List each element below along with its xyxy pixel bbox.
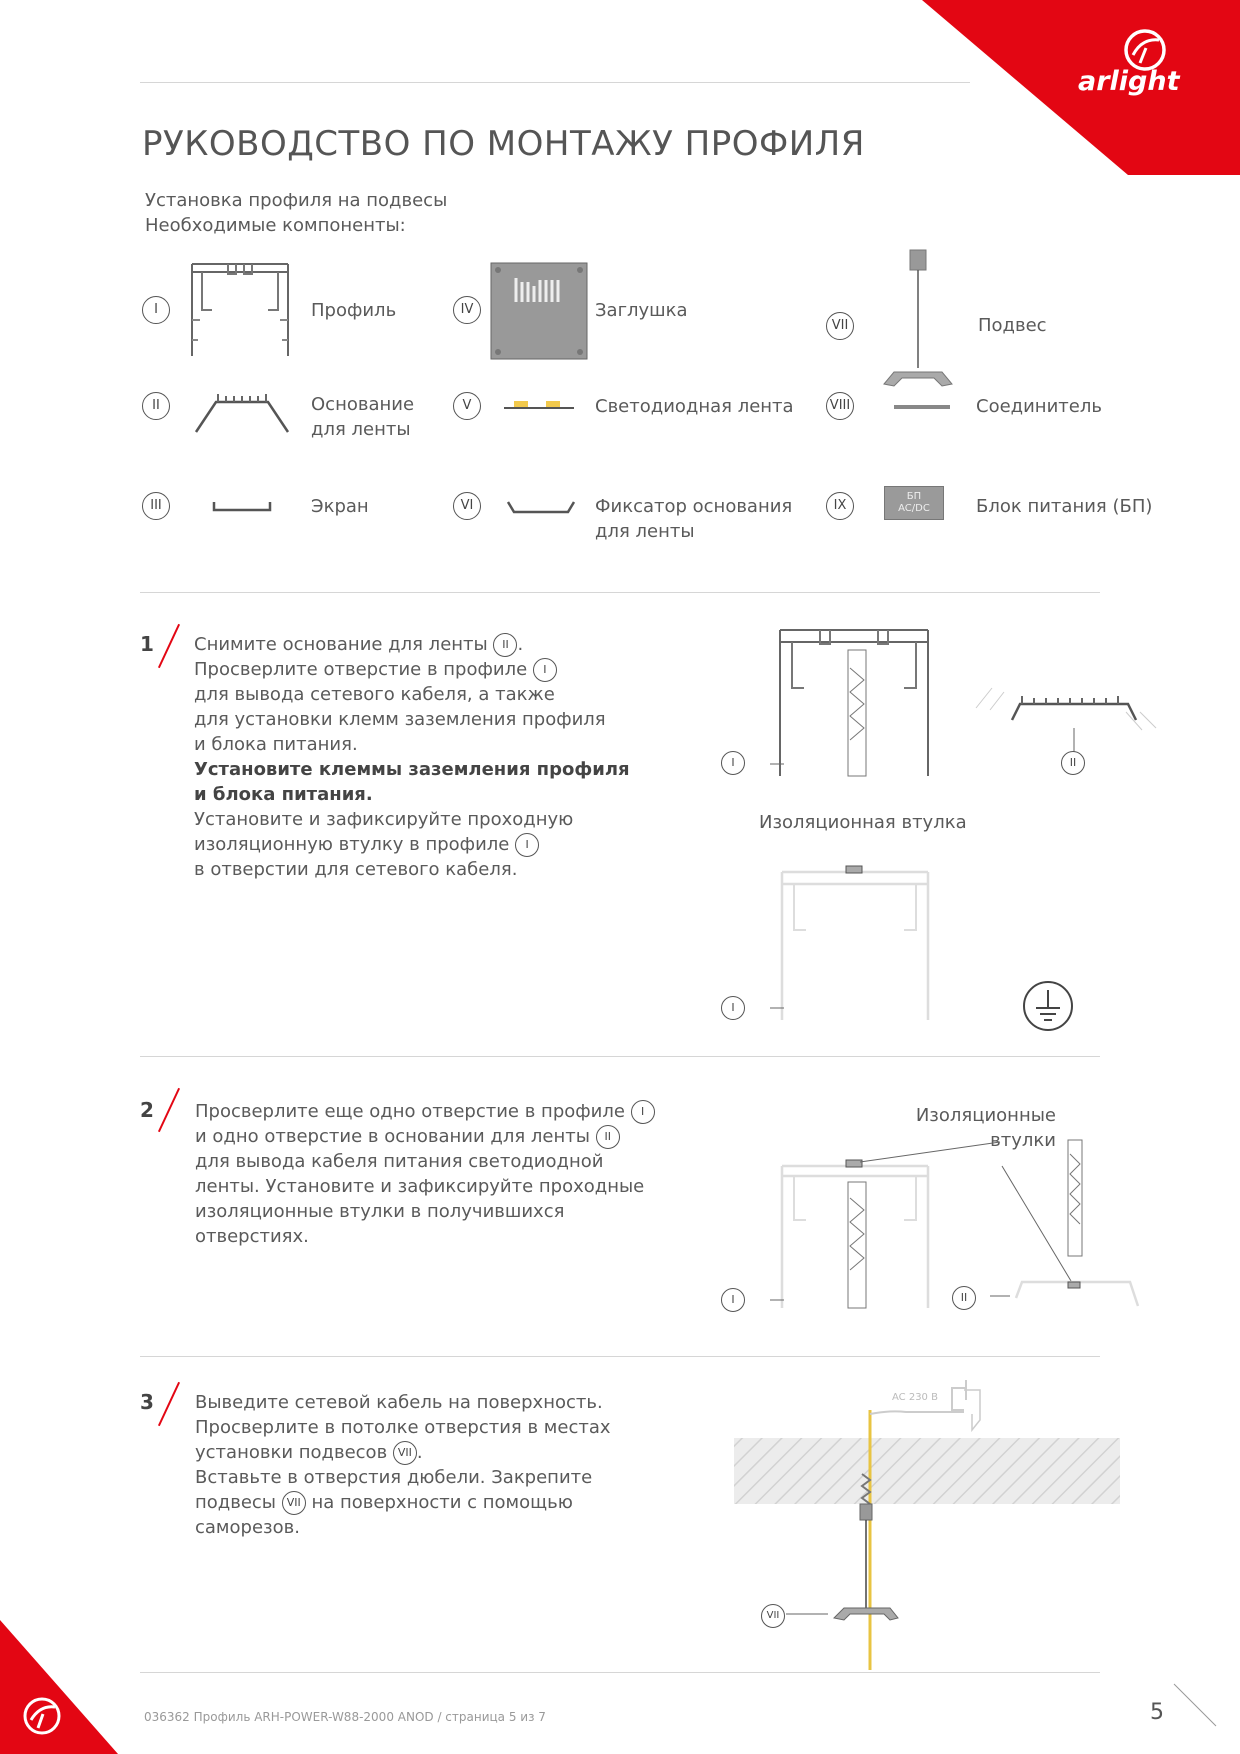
step-2-ref-profile: I [631,1100,655,1124]
footer-divider [140,1672,1100,1673]
step-1-callout: Изоляционная втулка [759,812,967,833]
connector-icon [894,405,950,411]
step-3-line-4: Вставьте в отверстия дюбели. Закрепите [195,1467,593,1488]
component-label-VIII: Соединитель [976,396,1102,417]
step-1-bold-1: Установите клеммы заземления профиля [194,759,630,780]
divider-2 [140,1056,1100,1057]
component-label-I: Профиль [311,300,397,321]
component-ref-VI: VI [453,492,481,520]
step-1-line-6: Установите и зафиксируйте проходную [194,809,574,830]
step-1-drilling-diagram [760,628,1160,778]
power-supply-box-line1: БП [906,491,922,502]
step-1-bold-2: и блока питания. [194,784,373,805]
step-3-text: Выведите сетевой кабель на поверхность. Просверлите в потолке отверстия в местах установки подвесов VII . Вставьте в отверстия дюбели. Закрепите подвесы VII на поверхности с помощью саморезов. [195,1392,611,1538]
profile-section-icon [188,260,292,360]
step-2-line-4: ленты. Установите и зафиксируйте проходные [195,1176,645,1197]
brand-corner-bottom [0,1610,130,1754]
step-1-line-4: для установки клемм заземления профиля [194,709,606,730]
divider-1 [140,592,1100,593]
step-2-callout-line2: втулки [990,1130,1056,1151]
step-3-line-5-rest: на поверхности с помощью [311,1492,573,1513]
tape-base-icon [192,388,292,438]
step-2-callout-line1: Изоляционные [915,1105,1056,1126]
page-number: 5 [1150,1700,1164,1725]
step-3-ceiling-diagram [730,1370,1130,1670]
component-label-V: Светодиодная лента [595,396,794,417]
step-3-slash [158,1382,180,1426]
step-1-text: Снимите основание для ленты II . Просверлите отверстие в профиле I для вывода сетевого кабеля, а также для установки клемм заземления профиля и блока питания. Установите клеммы заземления профиля и блока питания. Установите и зафиксируйте проходную изоляционную втулку в профиле I в отверстии для сетевого кабеля. [194,634,630,880]
intro-line-1: Установка профиля на подвесы [145,190,448,211]
component-label-VI [595,494,792,544]
component-ref-IV: IV [453,296,481,324]
step-3-line-1: Выведите сетевой кабель на поверхность. [195,1392,603,1413]
diffuser-screen-icon [212,500,272,514]
step-2-ref-tape-base: II [596,1125,620,1149]
step-1-line-7: изоляционную втулку в профиле [194,834,510,855]
component-label-II [311,392,414,442]
page-corner-line [1170,1680,1220,1740]
step-1-line-5: и блока питания. [194,734,358,755]
component-ref-II: II [142,392,170,420]
step-2-line-3: для вывода кабеля питания светодиодной [195,1151,604,1172]
step-1-diagram-ref-II: II [1061,751,1085,775]
power-supply-box-line2: AC/DC [898,503,930,514]
component-ref-I: I [142,296,170,324]
component-label-II-line1: Основание [311,394,415,415]
step-1-line-2: Просверлите отверстие в профиле [194,659,528,680]
step-1-line-8: в отверстии для сетевого кабеля. [194,859,518,880]
ac-voltage-label: AC 230 В [892,1392,938,1403]
suspension-icon [878,248,958,394]
step-3-line-3: установки подвесов [195,1442,388,1463]
ground-symbol-icon [1022,980,1074,1032]
step-3-line-6: саморезов. [195,1517,300,1538]
step-1-diagram-ref-I: I [721,751,745,775]
step-2-drilling-diagram [760,1130,1160,1310]
step-2-line-5: изоляционные втулки в получившихся [195,1201,565,1222]
step-2-diagram-ref-I: I [721,1288,745,1312]
step-2-diagram-ref-II: II [952,1286,976,1310]
step-1-ref-profile: I [533,658,557,682]
component-label-IV: Заглушка [595,300,688,321]
step-2-number: 2 [140,1098,154,1122]
step-3-ref-suspension-2: VII [282,1491,306,1515]
end-cap-icon [490,262,588,362]
step-2-text [195,1099,655,1249]
top-divider [140,82,970,83]
page-title: РУКОВОДСТВО ПО МОНТАЖУ ПРОФИЛЯ [142,124,865,164]
component-label-VI-line1: Фиксатор основания [595,496,793,517]
component-label-III: Экран [311,496,369,517]
component-label-II-line2: для ленты [311,419,411,440]
component-ref-III: III [142,492,170,520]
step-2-slash [158,1088,180,1132]
step-1-line-1: Снимите основание для ленты [194,634,488,655]
step-3-diagram-ref-VII: VII [761,1604,785,1628]
step-3-line-5: подвесы [195,1492,277,1513]
step-1-diagram-ref-I-2: I [721,996,745,1020]
component-ref-V: V [453,392,481,420]
power-supply-icon [884,486,944,520]
step-1-grommet-diagram [760,862,1160,1022]
step-3-line-2: Просверлите в потолке отверстия в местах [195,1417,611,1438]
step-2-line-6: отверстиях. [195,1226,309,1247]
component-label-IX: Блок питания (БП) [976,496,1153,517]
led-strip-icon [502,396,576,410]
step-1-ref-profile-2: I [515,833,539,857]
intro [145,188,447,238]
component-ref-VII: VII [826,312,854,340]
component-label-VI-line2: для ленты [595,521,695,542]
divider-3 [140,1356,1100,1357]
step-1-line-3: для вывода сетевого кабеля, а также [194,684,555,705]
component-label-VII: Подвес [978,315,1047,336]
intro-line-2: Необходимые компоненты: [145,215,406,236]
footer-doc-info: 036362 Профиль ARH-POWER-W88-2000 ANOD / страница 5 из 7 [144,1710,546,1724]
step-3-ref-suspension: VII [393,1441,417,1465]
step-1-ref-tape-base: II [493,633,517,657]
brand-logo-text: arlight [1078,66,1180,97]
component-ref-VIII: VIII [826,392,854,420]
component-ref-IX: IX [826,492,854,520]
step-1-number: 1 [140,632,154,656]
step-2-line-1: Просверлите еще одно отверстие в профиле [195,1101,625,1122]
step-3-number: 3 [140,1390,154,1414]
base-clip-icon [506,498,576,518]
step-1-slash [158,624,180,668]
step-2-line-2: и одно отверстие в основании для ленты [195,1126,590,1147]
